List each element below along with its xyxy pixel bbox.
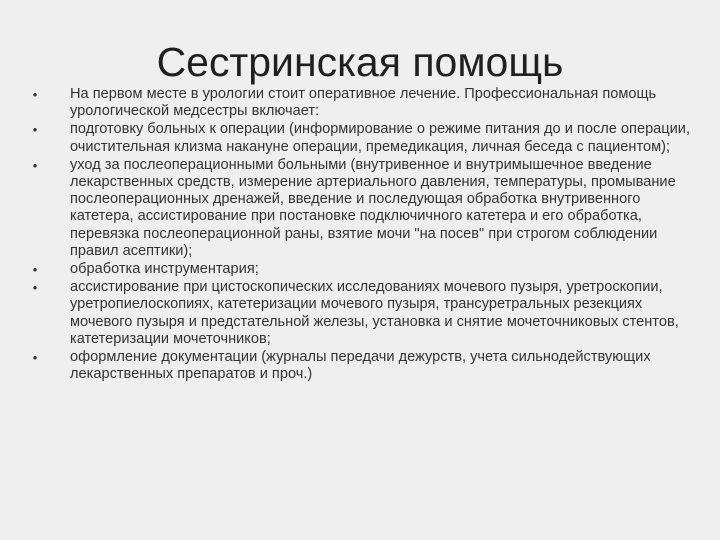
bullet-icon: • (32, 280, 38, 296)
bullet-icon: • (32, 157, 38, 173)
bullet-text: подготовку больных к операции (информирование о режиме питания до и после операции, очистительная клизма накануне операции, премедикация, личная беседа с пациентом); (70, 121, 691, 155)
bullet-item (32, 86, 700, 120)
bullet-list (32, 86, 700, 384)
bullet-text: На первом месте в урологии стоит оперативное лечение. Профессиональная помощь урологической медсестры включает: (70, 86, 657, 120)
bullet-icon: • (32, 350, 38, 366)
bullet-icon: • (32, 87, 38, 102)
bullet-item (32, 261, 700, 278)
bullet-icon: • (32, 262, 38, 278)
bullet-text: ассистирование при цистоскопических исследованиях мочевого пузыря, уретроскопии, уретропиелоскопиях, катетеризации мочевого пузыря, трансуретральных резекциях мочевого пузыря и предстательной железы, установка и снятие мочеточниковых стентов, катетеризации мочеточников; (70, 279, 679, 347)
bullet-text: обработка инструментария; (70, 261, 259, 278)
bullet-item (32, 349, 700, 383)
bullet-item (32, 121, 700, 155)
bullet-icon: • (32, 122, 38, 138)
slide-title: Сестринская помощь (156, 39, 564, 85)
bullet-text: оформление документации (журналы передачи дежурств, учета сильнодействующих лекарственных препаратов и проч.) (70, 349, 651, 383)
bullet-item (32, 279, 700, 348)
bullet-item (32, 156, 700, 260)
bullet-text: уход за послеоперационными больными (внутривенное и внутримышечное введение лекарственных средств, измерение артериального давления, температуры, промывание послеоперационных дренажей, введение и последующая обработка внутривенного катетера, ассистирование при постановке подключичного катетера и его обработка, перевязка послеоперационной раны, взятие мочи "на посев" при строгом соблюдении правил асептики); (70, 156, 676, 259)
